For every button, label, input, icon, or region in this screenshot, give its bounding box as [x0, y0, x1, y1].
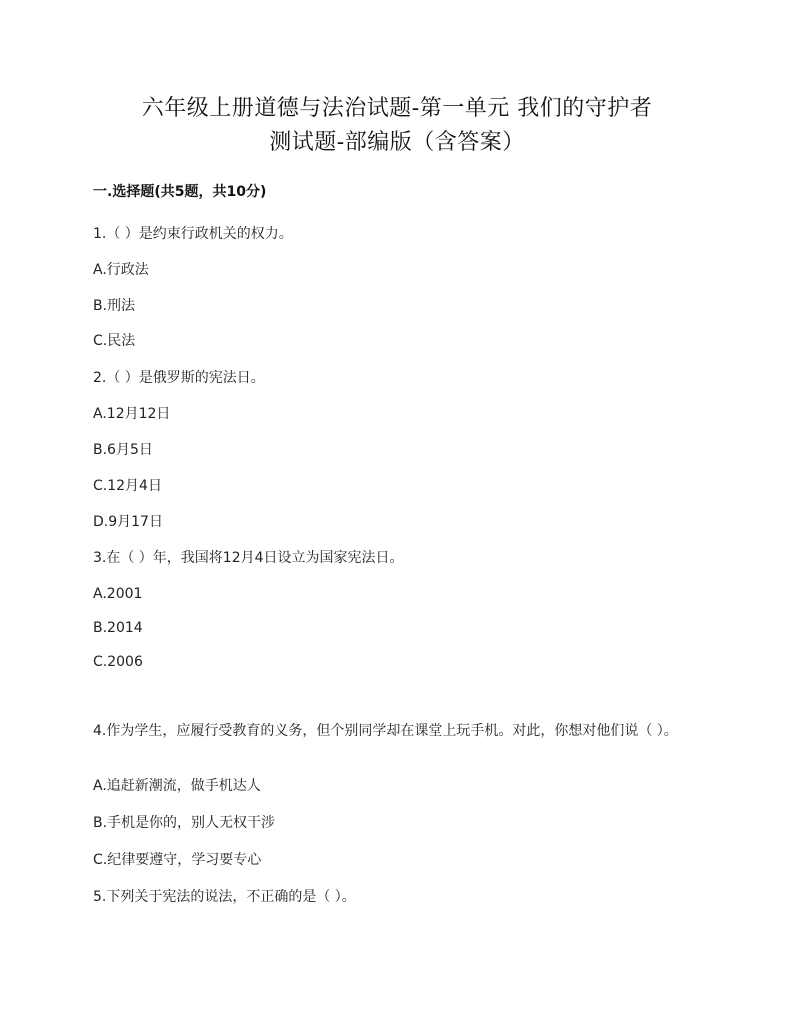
question-1-stem: 1.（ ）是约束行政机关的权力。 — [93, 226, 293, 242]
question-3-option-c: C.2006 — [93, 654, 143, 670]
question-1-option-c: C.民法 — [93, 333, 136, 349]
question-2-option-a: A.12月12日 — [93, 406, 171, 422]
question-1-option-a: A.行政法 — [93, 262, 149, 278]
question-4-option-a: A.追赶新潮流，做手机达人 — [93, 778, 261, 794]
question-2-option-d: D.9月17日 — [93, 514, 163, 530]
question-2-option-c: C.12月4日 — [93, 478, 162, 494]
question-3-stem: 3.在（ ）年，我国将12月4日设立为国家宪法日。 — [93, 550, 404, 566]
question-4-option-c: C.纪律要遵守，学习要专心 — [93, 852, 262, 868]
document-title-line-2: 测试题-部编版（含答案） — [269, 130, 525, 155]
question-2-option-b: B.6月5日 — [93, 442, 153, 458]
question-5-stem: 5.下列关于宪法的说法，不正确的是（ ）。 — [93, 889, 356, 905]
question-1-option-b: B.刑法 — [93, 298, 136, 314]
question-4-option-b: B.手机是你的，别人无权干涉 — [93, 815, 276, 831]
question-2-stem: 2.（ ）是俄罗斯的宪法日。 — [93, 370, 265, 386]
question-3-option-b: B.2014 — [93, 620, 143, 636]
question-4-stem: 4.作为学生，应履行受教育的义务，但个别同学却在课堂上玩手机。对此，你想对他们说（ ）。 — [93, 723, 678, 739]
document-title-line-1: 六年级上册道德与法治试题-第一单元 我们的守护者 — [141, 96, 653, 121]
question-3-option-a: A.2001 — [93, 586, 143, 602]
section-heading: 一.选择题(共5题，共10分) — [93, 184, 267, 200]
